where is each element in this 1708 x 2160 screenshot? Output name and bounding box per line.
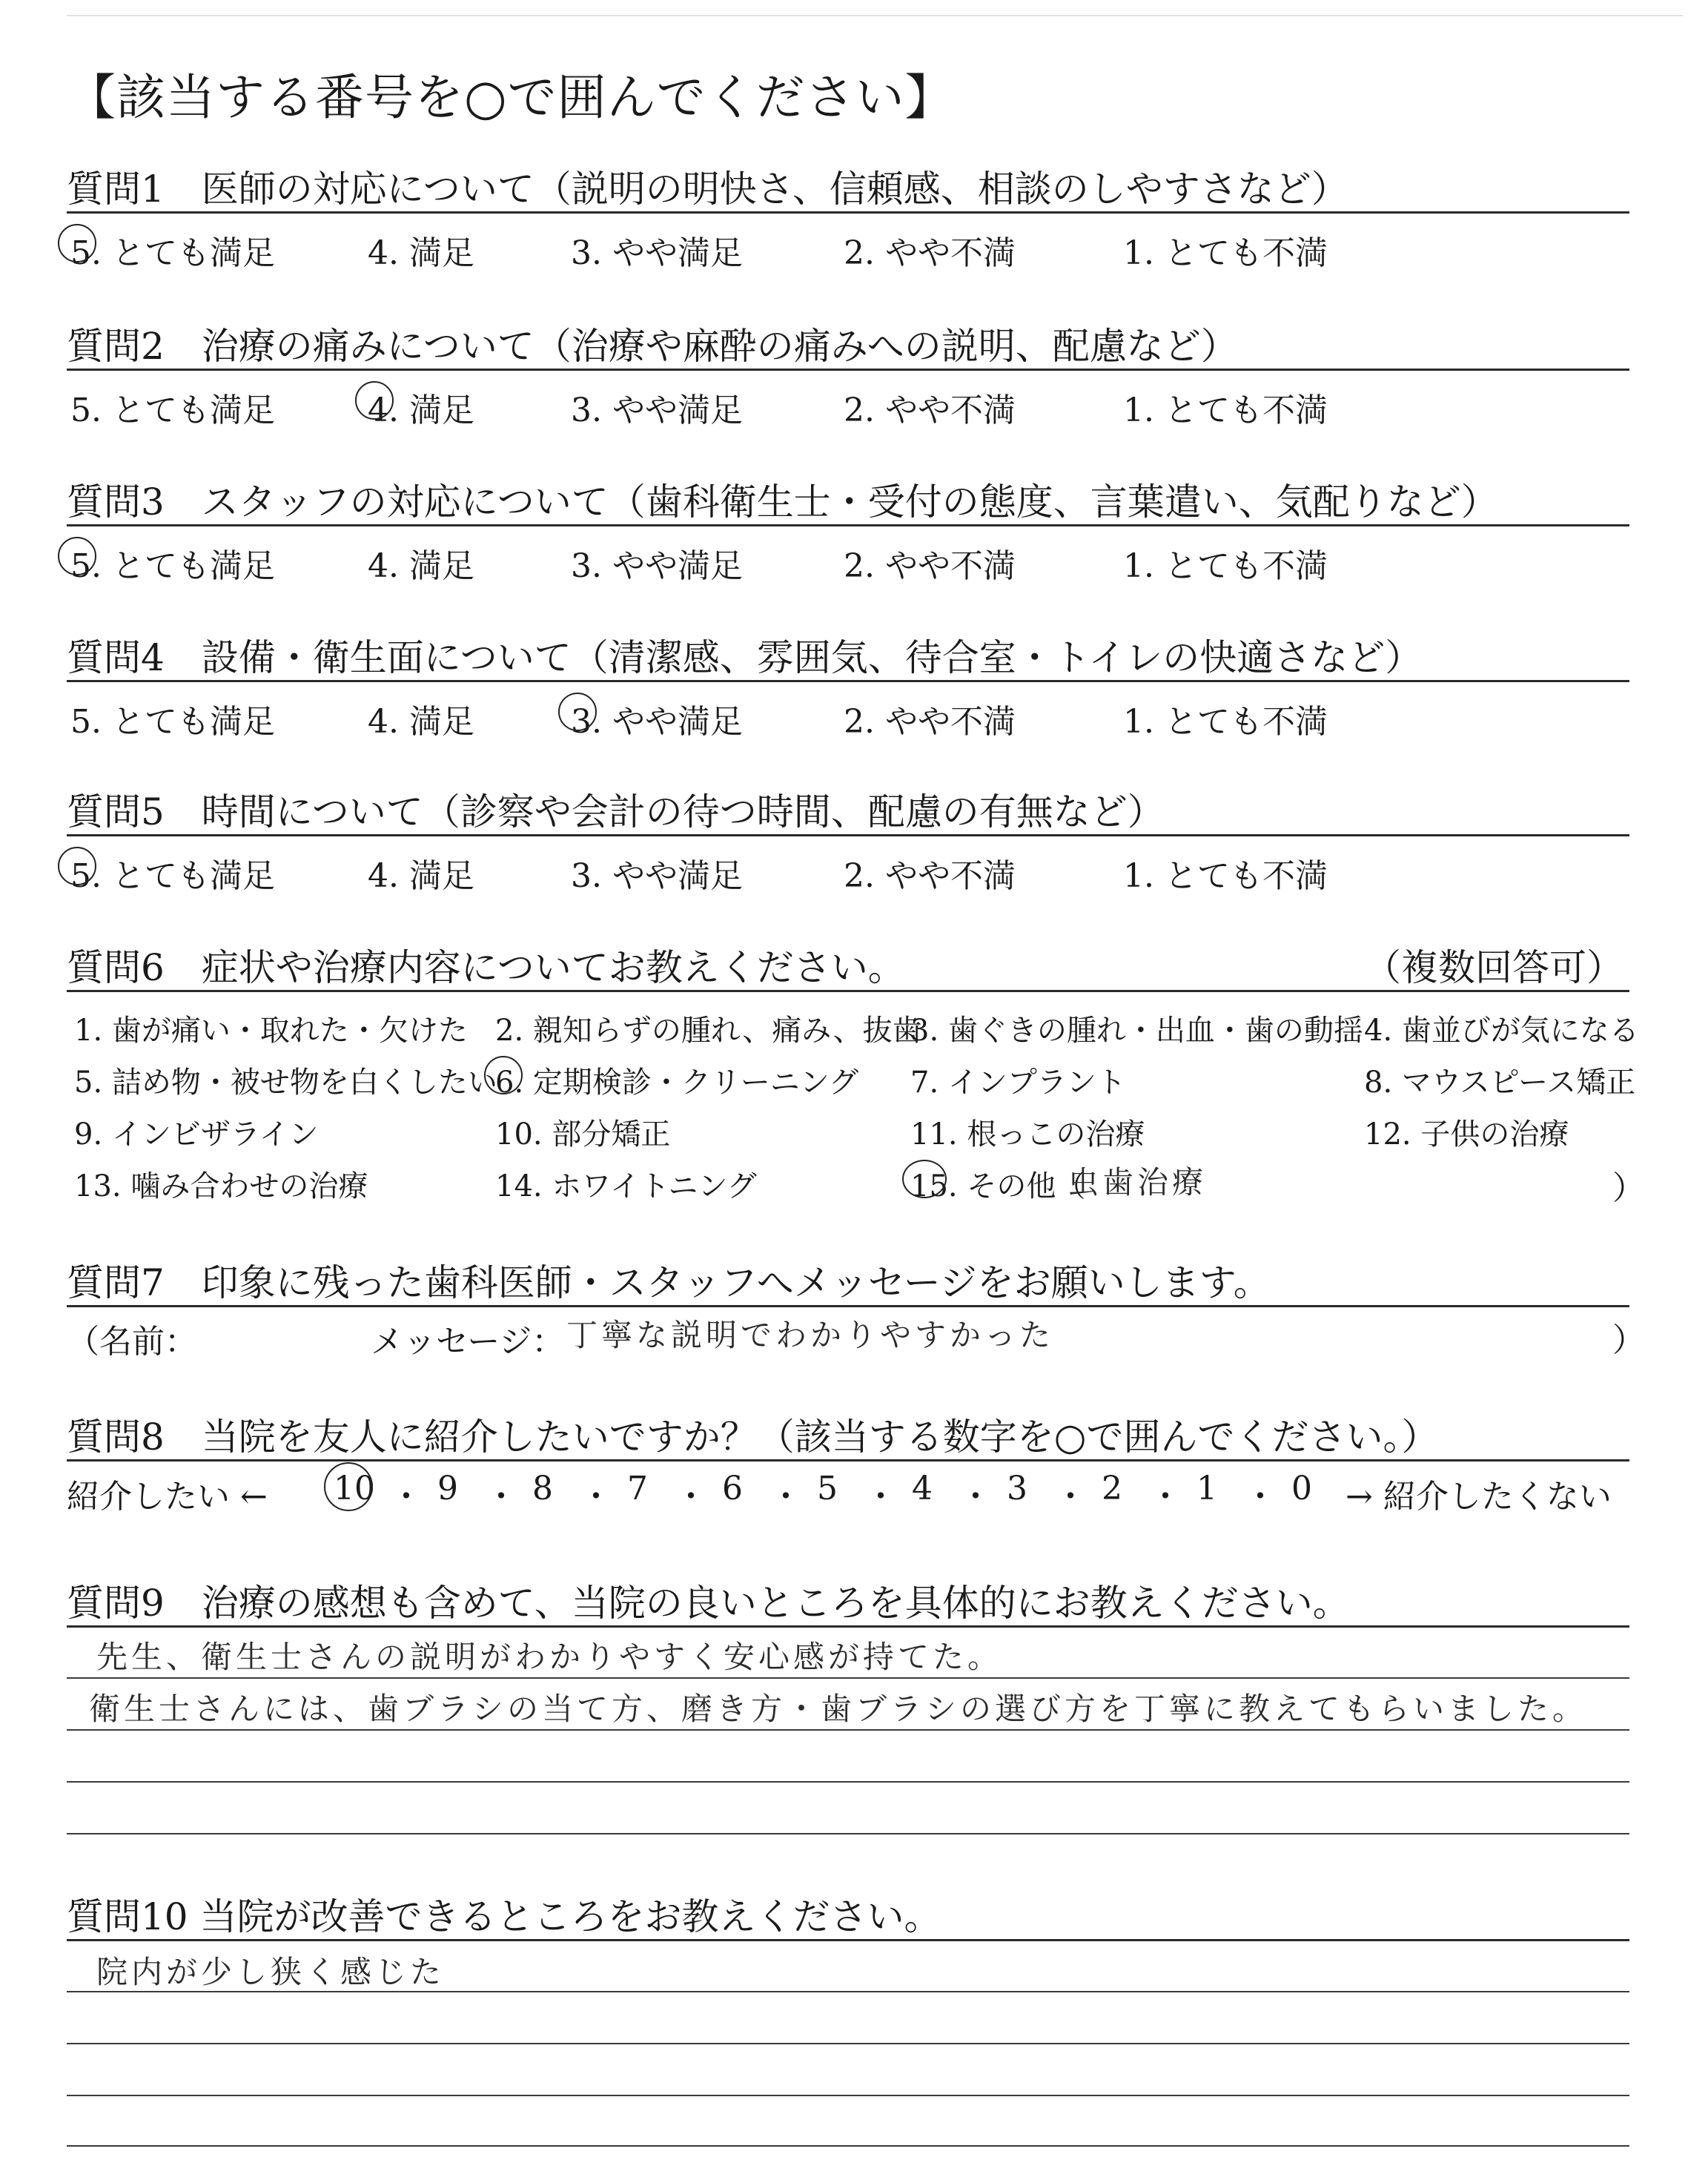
q1-option-4[interactable]: 4. 満足 <box>368 234 474 272</box>
q10-answer-line-1[interactable]: 院内が少し狭く感じた <box>96 1954 446 1990</box>
q7-close-paren: ） <box>1612 1321 1645 1359</box>
q8-sep-10: ・ <box>1244 1478 1277 1516</box>
question-1-label: 質問1 医師の対応について（説明の明快さ、信頼感、相談のしやすさなど） <box>67 168 1348 211</box>
question-3-label: 質問3 スタッフの対応について（歯科衛生士・受付の態度、言葉遣い、気配りなど） <box>67 480 1498 524</box>
question-5-rule <box>67 834 1629 836</box>
q8-scale-6[interactable]: 6 <box>722 1470 743 1507</box>
q2-option-2[interactable]: 2. やや不満 <box>844 392 1016 429</box>
q5-option-5[interactable]: 5. とても満足 <box>70 857 275 895</box>
question-9-label: 質問9 治療の感想も含めて、当院の良いところを具体的にお教えください。 <box>67 1582 1350 1625</box>
q5-option-2[interactable]: 2. やや不満 <box>844 857 1016 895</box>
q6-selected-circle-6 <box>484 1056 523 1094</box>
q7-message-text[interactable]: 丁寧な説明でわかりやすかった <box>566 1317 1055 1353</box>
q8-sep-9: ・ <box>1149 1478 1182 1516</box>
q10-line-4 <box>67 2145 1629 2147</box>
question-5-label: 質問5 時間について（診察や会計の待つ時間、配慮の有無など） <box>67 790 1165 833</box>
q4-option-2[interactable]: 2. やや不満 <box>844 703 1016 741</box>
q7-message-label: メッセージ： <box>371 1323 565 1361</box>
question-6-rule <box>67 990 1629 992</box>
q8-sep-8: ・ <box>1054 1478 1087 1516</box>
question-2-label: 質問2 治療の痛みについて（治療や麻酔の痛みへの説明、配慮など） <box>67 325 1238 368</box>
q6-option-10[interactable]: 10. 部分矯正 <box>495 1117 671 1152</box>
q9-line-2 <box>67 1729 1629 1731</box>
q7-name-label: （名前： <box>67 1323 197 1361</box>
q1-option-1[interactable]: 1. とても不満 <box>1123 234 1328 272</box>
q6-option-13[interactable]: 13. 噛み合わせの治療 <box>74 1169 368 1203</box>
q9-line-4 <box>67 1833 1629 1834</box>
q9-line-1 <box>67 1677 1629 1679</box>
q4-option-4[interactable]: 4. 満足 <box>368 703 474 741</box>
q6-option-6[interactable]: 6. 定期検診・クリーニング <box>495 1066 859 1100</box>
q6-option-12[interactable]: 12. 子供の治療 <box>1364 1117 1569 1152</box>
question-4-label: 質問4 設備・衛生面について（清潔感、雰囲気、待合室・トイレの快適さなど） <box>67 636 1423 679</box>
q8-scale-5[interactable]: 5 <box>817 1470 838 1507</box>
q6-option-3[interactable]: 3. 歯ぐきの腫れ・出血・歯の動揺 <box>910 1014 1363 1048</box>
q8-scale-8[interactable]: 8 <box>532 1470 553 1507</box>
question-8-label: 質問8 当院を友人に紹介したいですか？（該当する数字を○で囲んでください。） <box>67 1416 1439 1459</box>
q8-scale-1[interactable]: 1 <box>1196 1470 1217 1507</box>
q5-selected-circle <box>58 847 96 885</box>
question-10-label: 質問10 当院が改善できるところをお教えください。 <box>67 1895 941 1938</box>
q8-sep-5: ・ <box>769 1478 802 1516</box>
q4-selected-circle <box>558 693 597 731</box>
q1-selected-circle <box>58 224 96 262</box>
q6-option-8[interactable]: 8. マウスピース矯正 <box>1364 1066 1636 1100</box>
q5-option-1[interactable]: 1. とても不満 <box>1123 857 1328 895</box>
question-2-rule <box>67 369 1629 371</box>
q6-option-7[interactable]: 7. インプラント <box>910 1066 1126 1100</box>
q6-option-4[interactable]: 4. 歯並びが気になる <box>1364 1014 1639 1048</box>
q9-line-3 <box>67 1781 1629 1783</box>
q8-sep-2: ・ <box>485 1478 517 1516</box>
q6-other-text[interactable]: 虫歯治療 <box>1068 1164 1208 1200</box>
q8-scale-2[interactable]: 2 <box>1102 1470 1122 1507</box>
q9-answer-line-1[interactable]: 先生、衛生士さんの説明がわかりやすく安心感が持てた。 <box>96 1639 1003 1675</box>
question-3-rule <box>67 524 1629 526</box>
q2-option-4[interactable]: 4. 満足 <box>368 392 474 429</box>
q3-selected-circle <box>58 537 96 575</box>
question-1-rule <box>67 211 1629 214</box>
top-rule <box>67 15 1683 16</box>
q4-option-3[interactable]: 3. やや満足 <box>571 703 743 741</box>
question-7-label: 質問7 印象に残った歯科医師・スタッフへメッセージをお願いします。 <box>67 1261 1271 1304</box>
q8-left-label: 紹介したい ← <box>67 1478 268 1516</box>
question-8-rule <box>67 1459 1629 1462</box>
q2-selected-circle <box>355 381 394 420</box>
q6-option-15[interactable]: 15. その他（ <box>910 1169 1086 1203</box>
q5-option-4[interactable]: 4. 満足 <box>368 857 474 895</box>
q1-option-3[interactable]: 3. やや満足 <box>571 234 743 272</box>
q3-option-5[interactable]: 5. とても満足 <box>70 547 275 585</box>
q6-option-1[interactable]: 1. 歯が痛い・取れた・欠けた <box>74 1014 468 1048</box>
q3-option-3[interactable]: 3. やや満足 <box>571 547 743 585</box>
question-10-rule <box>67 1939 1629 1941</box>
q8-right-label: → 紹介したくない <box>1345 1478 1612 1516</box>
q6-option-14[interactable]: 14. ホワイトニング <box>495 1169 757 1203</box>
q6-option-2[interactable]: 2. 親知らずの腫れ、痛み、抜歯 <box>495 1014 922 1048</box>
q1-option-2[interactable]: 2. やや不満 <box>844 234 1016 272</box>
question-6-note: （複数回答可） <box>1364 946 1623 989</box>
q8-scale-0[interactable]: 0 <box>1291 1470 1312 1507</box>
q4-option-5[interactable]: 5. とても満足 <box>70 703 275 741</box>
question-4-rule <box>67 680 1629 682</box>
q8-scale-10[interactable]: 10 <box>334 1470 375 1507</box>
q1-option-5[interactable]: 5. とても満足 <box>70 234 275 272</box>
q8-selected-circle <box>324 1462 373 1511</box>
q3-option-1[interactable]: 1. とても不満 <box>1123 547 1328 585</box>
q6-close-paren: ） <box>1612 1169 1645 1207</box>
q8-scale-4[interactable]: 4 <box>912 1470 933 1507</box>
q10-line-2 <box>67 2043 1629 2044</box>
q8-scale-9[interactable]: 9 <box>437 1470 458 1507</box>
q8-sep-6: ・ <box>864 1478 897 1516</box>
q6-option-11[interactable]: 11. 根っこの治療 <box>910 1117 1145 1152</box>
q8-sep-1: ・ <box>390 1478 423 1516</box>
q6-option-5[interactable]: 5. 詰め物・被せ物を白くしたい <box>74 1066 497 1100</box>
q2-option-5[interactable]: 5. とても満足 <box>70 392 275 429</box>
question-9-rule <box>67 1625 1629 1628</box>
q8-scale-7[interactable]: 7 <box>627 1470 648 1507</box>
q3-option-2[interactable]: 2. やや不満 <box>844 547 1016 585</box>
q5-option-3[interactable]: 3. やや満足 <box>571 857 743 895</box>
q8-sep-4: ・ <box>675 1478 707 1516</box>
q10-line-1 <box>67 1991 1629 1992</box>
page-title: 【該当する番号を○で囲んでください】 <box>67 69 955 126</box>
q8-scale-3[interactable]: 3 <box>1007 1470 1027 1507</box>
q4-option-1[interactable]: 1. とても不満 <box>1123 703 1328 741</box>
q6-selected-circle-15 <box>902 1160 947 1198</box>
q2-option-1[interactable]: 1. とても不満 <box>1123 392 1328 429</box>
q8-sep-3: ・ <box>580 1478 612 1516</box>
question-6-label: 質問6 症状や治療内容についてお教えください。 <box>67 946 905 989</box>
q8-sep-7: ・ <box>959 1478 992 1516</box>
question-7-rule <box>67 1305 1629 1307</box>
q6-option-9[interactable]: 9. インビザライン <box>74 1117 319 1152</box>
q9-answer-line-2[interactable]: 衛生士さんには、歯ブラシの当て方、磨き方・歯ブラシの選び方を丁寧に教えてもらいました。 <box>89 1691 1588 1727</box>
q10-line-3 <box>67 2095 1629 2096</box>
q3-option-4[interactable]: 4. 満足 <box>368 547 474 585</box>
q2-option-3[interactable]: 3. やや満足 <box>571 392 743 429</box>
